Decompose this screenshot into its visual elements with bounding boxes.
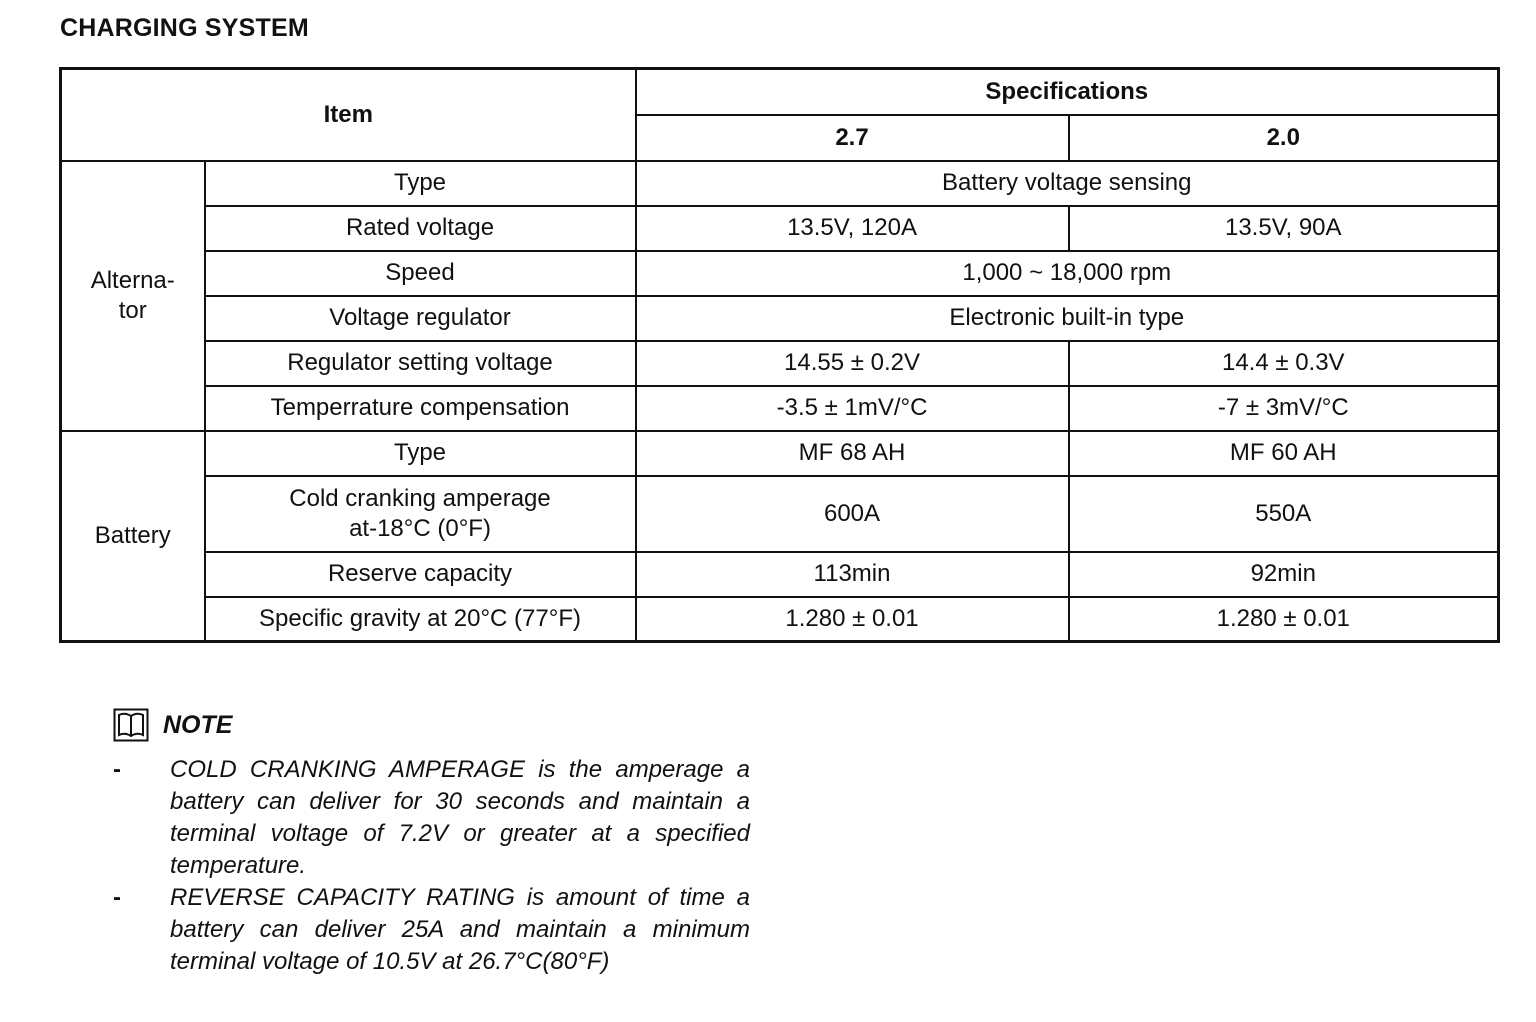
table-row: [61, 552, 1499, 597]
value-2-0: MF 60 AH: [1069, 431, 1499, 476]
note-header: [113, 706, 773, 744]
alternator-group-cell: [61, 161, 205, 431]
bullet-dash: -: [113, 884, 121, 911]
col-2-7-header: 2.7: [636, 115, 1069, 161]
table-row: [61, 597, 1499, 642]
col-2-0-header: 2.0: [1069, 115, 1499, 161]
alternator-group-label-2: tor: [118, 296, 147, 324]
row-label: Voltage regulator: [205, 296, 636, 341]
table-row: [61, 161, 1499, 206]
row-label: Type: [205, 161, 636, 206]
note-text: COLD CRANKING AMPERAGE is the amperage a battery can deliver for 30 seconds and maintain a terminal voltage of 7.2V or greater at a specified temperature.: [170, 756, 750, 879]
table-row: [61, 341, 1499, 386]
row-label: Speed: [205, 251, 636, 296]
note-list: [113, 754, 773, 978]
row-label-line-1: Cold cranking amperage: [289, 484, 551, 512]
row-label-line-2: at-18°C (0°F): [349, 514, 491, 542]
merged-value: Battery voltage sensing: [636, 161, 1499, 206]
table-row: [61, 386, 1499, 431]
table-row: [61, 296, 1499, 341]
row-label: Rated voltage: [205, 206, 636, 251]
table-row: [61, 251, 1499, 296]
row-label: Type: [205, 431, 636, 476]
value-2-7: MF 68 AH: [636, 431, 1069, 476]
value-2-0: 13.5V, 90A: [1069, 206, 1499, 251]
value-2-0: 14.4 ± 0.3V: [1069, 341, 1499, 386]
value-2-7: 14.55 ± 0.2V: [636, 341, 1069, 386]
row-label: Regulator setting voltage: [205, 341, 636, 386]
row-label: Specific gravity at 20°C (77°F): [205, 597, 636, 642]
value-2-0: 1.280 ± 0.01: [1069, 597, 1499, 642]
row-label: Reserve capacity: [205, 552, 636, 597]
value-2-7: 113min: [636, 552, 1069, 597]
list-item: [113, 754, 750, 882]
alternator-group-label-1: Alterna-: [90, 266, 175, 294]
merged-value: 1,000 ~ 18,000 rpm: [636, 251, 1499, 296]
value-2-0: 550A: [1069, 476, 1499, 552]
value-2-7: 1.280 ± 0.01: [636, 597, 1069, 642]
note-title: NOTE: [163, 710, 233, 739]
specifications-header: Specifications: [636, 69, 1499, 115]
value-2-7: 13.5V, 120A: [636, 206, 1069, 251]
list-item: [113, 882, 750, 978]
row-label: Temperrature compensation: [205, 386, 636, 431]
note-section: [113, 706, 773, 978]
table-row: [61, 206, 1499, 251]
table-row: [61, 476, 1499, 552]
value-2-0: -7 ± 3mV/°C: [1069, 386, 1499, 431]
table-row: [61, 431, 1499, 476]
charging-spec-table: [59, 67, 1500, 643]
value-2-7: -3.5 ± 1mV/°C: [636, 386, 1069, 431]
merged-value: Electronic built-in type: [636, 296, 1499, 341]
page-title: CHARGING SYSTEM: [60, 14, 309, 42]
header-row-1: [61, 69, 1499, 115]
row-label: [205, 476, 636, 552]
value-2-7: 600A: [636, 476, 1069, 552]
book-icon: [113, 708, 149, 742]
item-header: Item: [61, 69, 636, 161]
note-text: REVERSE CAPACITY RATING is amount of time a battery can deliver 25A and maintain a minimum terminal voltage of 10.5V at 26.7°C(80°F): [170, 884, 750, 975]
battery-group-cell: Battery: [61, 431, 205, 642]
value-2-0: 92min: [1069, 552, 1499, 597]
bullet-dash: -: [113, 756, 121, 783]
